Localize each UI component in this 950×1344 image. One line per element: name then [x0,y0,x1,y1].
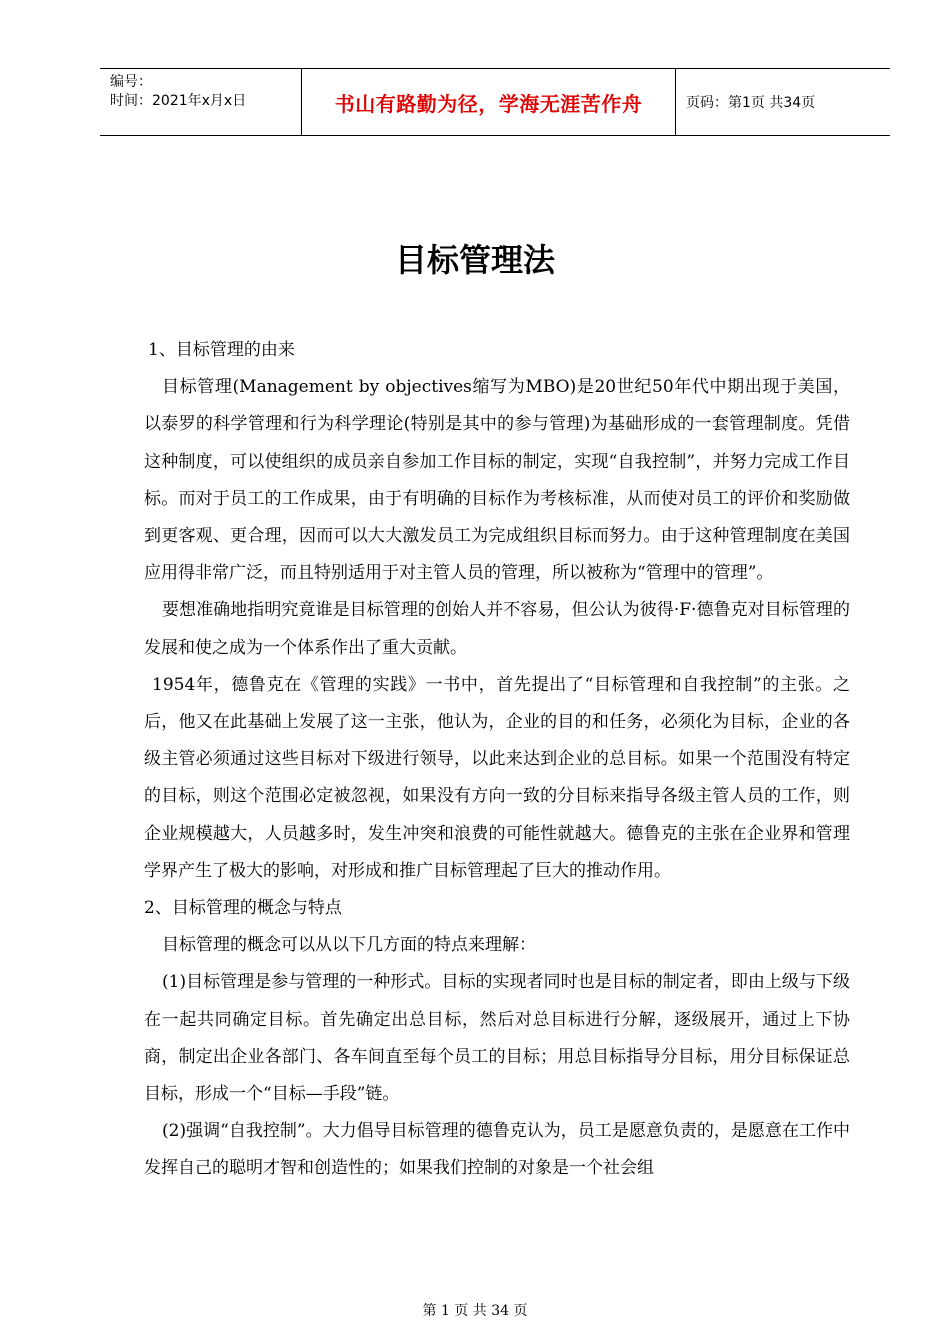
header-motto [302,69,676,135]
paragraph: 目标管理(Management by objectives缩写为MBO)是20世纪50年代中期出现于美国，以泰罗的科学管理和行为科学理论(特别是其中的参与管理)为基础形成的一套管理制度。凭借这种制度，可以使组织的成员亲自参加工作目标的制定，实现“自我控制”，并努力完成工作目标。而对于员工的工作成果，由于有明确的目标作为考核标准，从而使对员工的评价和奖励做到更客观、更合理，因而可以大大激发员工为完成组织目标而努力。由于这种管理制度在美国应用得非常广泛，而且特别适用于对主管人员的管理，所以被称为“管理中的管理”。 [144,377,850,584]
document-header [100,68,890,136]
section-heading: 1、目标管理的由来 [148,340,295,360]
document-title: 目标管理法 [394,241,555,279]
time-label: 时间：2021年x月x日 [110,93,247,109]
header-meta [100,69,302,135]
page-footer: 第 1 页 共 34 页 [422,1303,528,1319]
document-body [144,332,850,1188]
page-info-text: 页码：第1页 共34页 [686,95,816,111]
paragraph: 1954年，德鲁克在《管理的实践》一书中，首先提出了“目标管理和自我控制”的主张。之后，他又在此基础上发展了这一主张，他认为，企业的目的和任务，必须化为目标，企业的各级主管必须通过这些目标对下级进行领导，以此来达到企业的总目标。如果一个范围没有特定的目标，则这个范围必定被忽视，如果没有方向一致的分目标来指导各级主管人员的工作，则企业规模越大，人员越多时，发生冲突和浪费的可能性就越大。德鲁克的主张在企业界和管理学界产生了极大的影响，对形成和推广目标管理起了巨大的推动作用。 [144,674,850,881]
motto-text: 书山有路勤为径，学海无涯苦作舟 [334,91,643,116]
paragraph: (1)目标管理是参与管理的一种形式。目标的实现者同时也是目标的制定者，即由上级与下级在一起共同确定目标。首先确定出总目标，然后对总目标进行分解，逐级展开，通过上下协商，制定出企业各部门、各车间直至每个员工的目标；用总目标指导分目标，用分目标保证总目标，形成一个“目标—手段”链。 [144,972,850,1105]
paragraph: 要想准确地指明究竟谁是目标管理的创始人并不容易，但公认为彼得·F·德鲁克对目标管理的发展和使之成为一个体系作出了重大贡献。 [144,600,850,658]
number-label: 编号： [110,74,152,90]
paragraph: (2)强调“自我控制”。大力倡导目标管理的德鲁克认为，员工是愿意负责的，是愿意在工作中发挥自己的聪明才智和创造性的；如果我们控制的对象是一个社会组 [144,1121,850,1179]
paragraph: 目标管理的概念可以从以下几方面的特点来理解： [162,935,536,956]
section-heading: 2、目标管理的概念与特点 [144,898,342,919]
header-page-info [676,69,890,135]
